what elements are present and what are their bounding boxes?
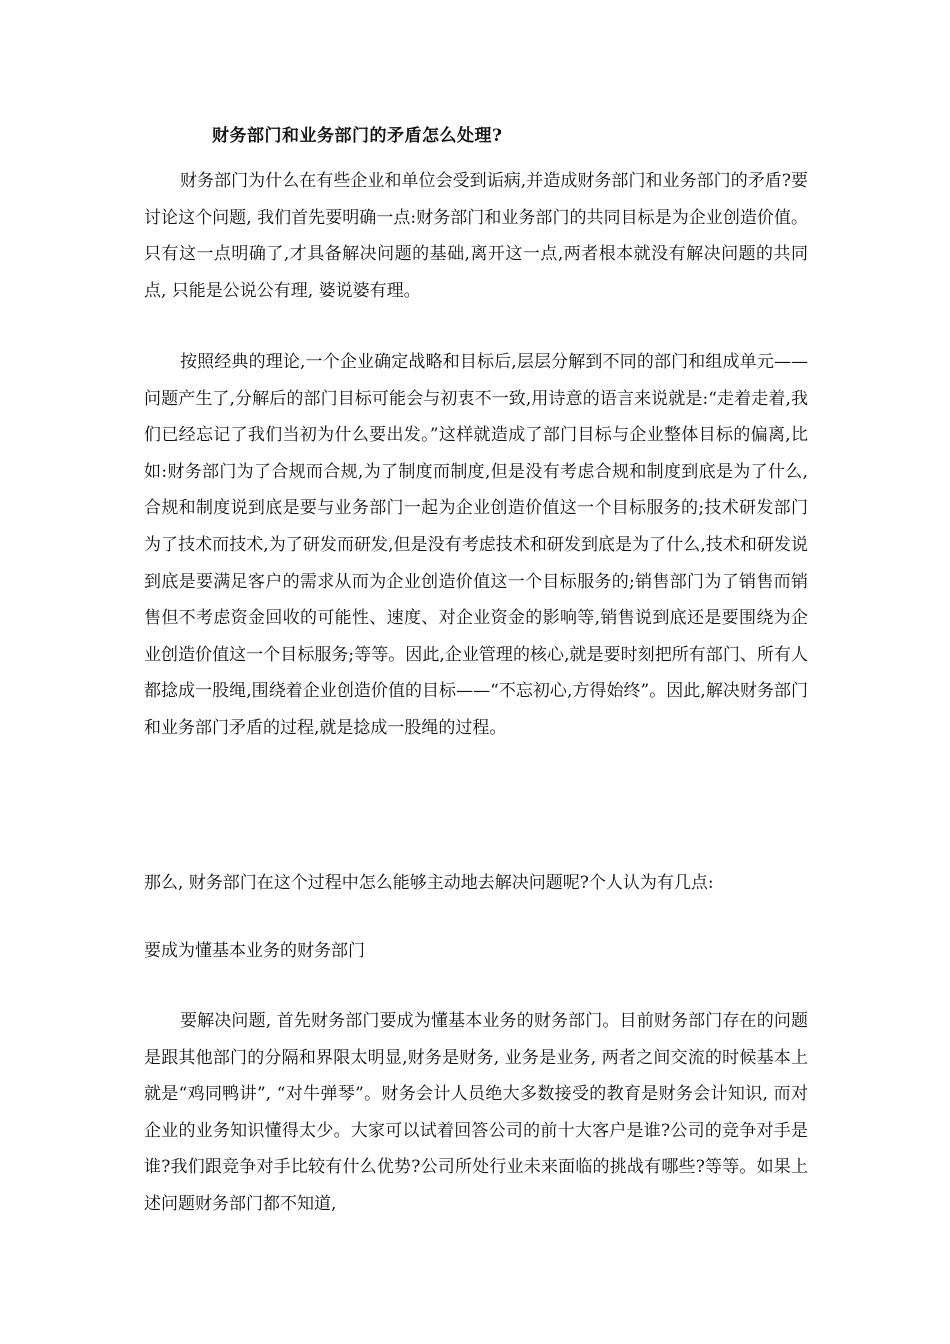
- document-title: 财务部门和业务部门的矛盾怎么处理?: [212, 126, 503, 146]
- paragraph-3: 那么, 财务部门在这个过程中怎么能够主动地去解决问题呢?个人认为有几点:: [144, 873, 714, 893]
- paragraph-4: 要解决问题, 首先财务部门要成为懂基本业务的财务部门。目前财务部门存在的问题是跟其他部门的分隔和界限太明显,财务是财务, 业务是业务, 两者之间交流的时候基本上就是“鸡同鸭讲”, “对牛弹琴”。财务会计人员绝大多数接受的教育是财务会计知识, 而对企业的业务知识懂得太少。大家可以试着回答公司的前十大客户是谁?公司的竞争对手是谁?我们跟竞争对手比较有什么优势?公司所处行业未来面临的挑战有哪些?等等。如果上述问题财务部门都不知道,: [144, 1011, 808, 1214]
- paragraph-2: 按照经典的理论,一个企业确定战略和目标后,层层分解到不同的部门和组成单元——问题产生了,分解后的部门目标可能会与初衷不一致,用诗意的语言来说就是:“走着走着,我们已经忘记了我们当初为什么要出发。”这样就造成了部门目标与企业整体目标的偏离,比如:财务部门为了合规而合规,为了制度而制度,但是没有考虑合规和制度到底是为了什么,合规和制度说到底是要与业务部门一起为企业创造价值这一个目标服务的;技术研发部门为了技术而技术,为了研发而研发,但是没有考虑技术和研发到底是为了什么,技术和研发说到底是要满足客户的需求从而为企业创造价值这一个目标服务的;销售部门为了销售而销售但不考虑资金回收的可能性、速度、对企业资金的影响等,销售说到底还是要围绕为企业创造价值这一个目标服务;等等。因此,企业管理的核心,就是要时刻把所有部门、所有人都捻成一股绳,围绕着企业创造价值的目标——“不忘初心,方得始终”。因此,解决财务部门和业务部门矛盾的过程,就是捻成一股绳的过程。: [144, 352, 808, 738]
- section-heading: 要成为懂基本业务的财务部门: [144, 941, 365, 961]
- paragraph-1: 财务部门为什么在有些企业和单位会受到诟病,并造成财务部门和业务部门的矛盾?要讨论这个问题, 我们首先要明确一点:财务部门和业务部门的共同目标是为企业创造价值。只有这一点明确了,才具备解决问题的基础,离开这一点,两者根本就没有解决问题的共同点, 只能是公说公有理, 婆说婆有理。: [144, 171, 808, 301]
